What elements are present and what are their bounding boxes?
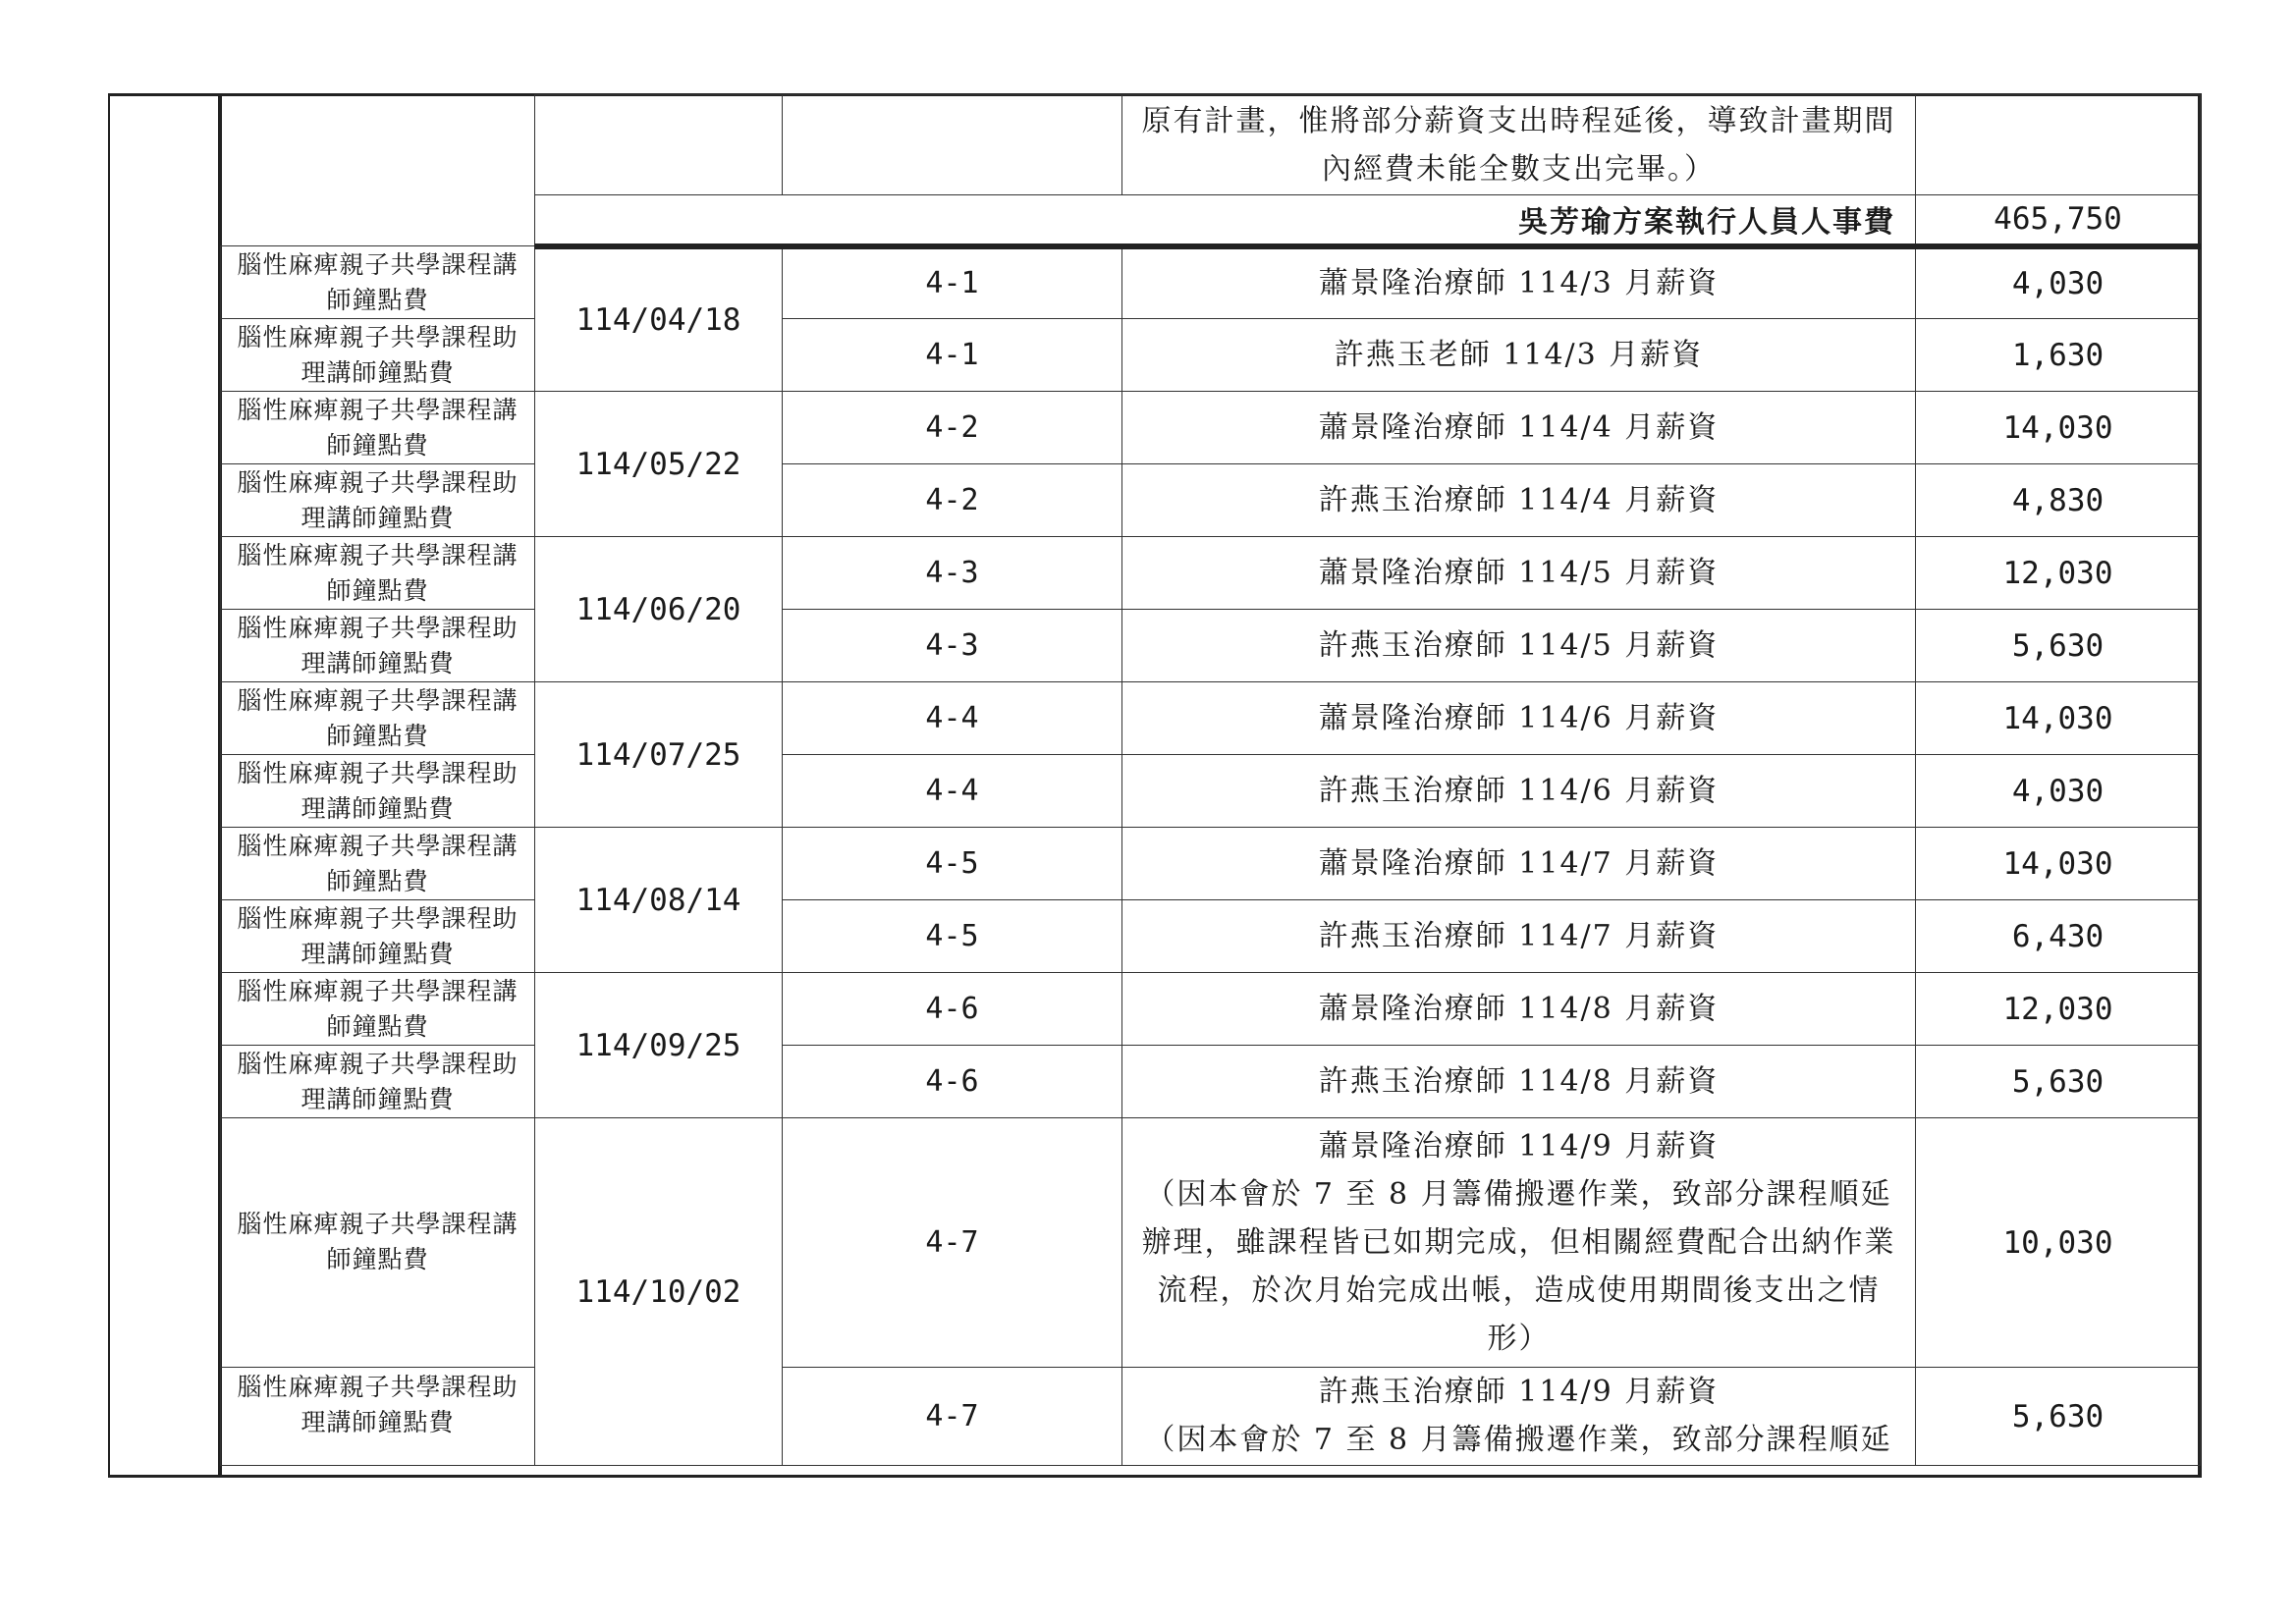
description-cell bbox=[1122, 537, 1916, 610]
item-name: 腦性麻痺親子共學課程助理講師鐘點費 bbox=[237, 613, 519, 677]
continuation-row bbox=[221, 95, 2201, 195]
item-name: 腦性麻痺親子共學課程助理講師鐘點費 bbox=[237, 758, 519, 823]
ledger-row bbox=[221, 1046, 2201, 1118]
item-cell bbox=[221, 1046, 535, 1118]
payment-date: 114/04/18 bbox=[535, 246, 783, 392]
amount-cell: 5,630 bbox=[1916, 610, 2201, 682]
amount-cell: 4,030 bbox=[1916, 246, 2201, 319]
voucher-number: 4-7 bbox=[783, 1118, 1122, 1368]
amount-cell: 14,030 bbox=[1916, 682, 2201, 755]
amount-cell: 14,030 bbox=[1916, 392, 2201, 464]
item-name: 腦性麻痺親子共學課程講師鐘點費 bbox=[237, 249, 519, 314]
blank-no-cell bbox=[783, 95, 1122, 195]
item-cell bbox=[221, 900, 535, 973]
description-cell bbox=[1122, 319, 1916, 392]
item-cell bbox=[221, 610, 535, 682]
item-name: 腦性麻痺親子共學課程講師鐘點費 bbox=[237, 831, 519, 895]
description-text: 許燕玉治療師 114/8 月薪資 bbox=[1318, 1064, 1720, 1099]
voucher-number: 4-3 bbox=[783, 537, 1122, 610]
continuation-note-cell bbox=[1122, 95, 1916, 195]
item-cell bbox=[221, 682, 535, 755]
ledger-row bbox=[221, 973, 2201, 1046]
blank-amount-cell bbox=[1916, 95, 2201, 195]
amount-cell: 6,430 bbox=[1916, 900, 2201, 973]
voucher-number: 4-5 bbox=[783, 828, 1122, 900]
description-text: 許燕玉治療師 114/9 月薪資 （因本會於 7 至 8 月籌備搬遷作業，致部分課程順延 bbox=[1145, 1375, 1892, 1457]
ledger-row bbox=[221, 464, 2201, 537]
expense-ledger-table bbox=[220, 94, 2201, 1466]
item-cell bbox=[221, 464, 535, 537]
amount-cell: 5,630 bbox=[1916, 1368, 2201, 1466]
description-cell bbox=[1122, 900, 1916, 973]
voucher-number: 4-4 bbox=[783, 682, 1122, 755]
voucher-number: 4-2 bbox=[783, 464, 1122, 537]
subtotal-amount: 465,750 bbox=[1916, 195, 2201, 246]
amount-cell: 14,030 bbox=[1916, 828, 2201, 900]
ledger-row bbox=[221, 1118, 2201, 1368]
amount-cell: 1,630 bbox=[1916, 319, 2201, 392]
description-cell bbox=[1122, 464, 1916, 537]
item-name: 腦性麻痺親子共學課程講師鐘點費 bbox=[237, 395, 519, 460]
ledger-row bbox=[221, 610, 2201, 682]
item-name: 腦性麻痺親子共學課程助理講師鐘點費 bbox=[237, 322, 519, 387]
description-text: 蕭景隆治療師 114/8 月薪資 bbox=[1318, 992, 1720, 1026]
item-name: 腦性麻痺親子共學課程助理講師鐘點費 bbox=[237, 1049, 519, 1113]
description-cell bbox=[1122, 682, 1916, 755]
ledger-row bbox=[221, 755, 2201, 828]
amount-cell: 10,030 bbox=[1916, 1118, 2201, 1368]
blank-date-cell bbox=[535, 95, 783, 195]
item-name: 腦性麻痺親子共學課程助理講師鐘點費 bbox=[237, 467, 519, 532]
description-text: 蕭景隆治療師 114/3 月薪資 bbox=[1318, 266, 1720, 301]
subtotal-label: 吳芳瑜方案執行人員人事費 bbox=[535, 195, 1916, 246]
description-cell bbox=[1122, 1368, 1916, 1466]
item-name: 腦性麻痺親子共學課程助理講師鐘點費 bbox=[237, 1373, 519, 1436]
voucher-number: 4-2 bbox=[783, 392, 1122, 464]
payment-date: 114/10/02 bbox=[535, 1118, 783, 1466]
item-cell bbox=[221, 246, 535, 319]
payment-date: 114/05/22 bbox=[535, 392, 783, 537]
description-cell bbox=[1122, 755, 1916, 828]
ledger-row bbox=[221, 682, 2201, 755]
description-text: 蕭景隆治療師 114/6 月薪資 bbox=[1318, 701, 1720, 735]
voucher-number: 4-1 bbox=[783, 319, 1122, 392]
description-cell bbox=[1122, 1046, 1916, 1118]
ledger-row bbox=[221, 319, 2201, 392]
item-name: 腦性麻痺親子共學課程講師鐘點費 bbox=[237, 685, 519, 750]
description-cell bbox=[1122, 973, 1916, 1046]
item-name: 腦性麻痺親子共學課程講師鐘點費 bbox=[237, 1210, 519, 1273]
amount-cell: 12,030 bbox=[1916, 973, 2201, 1046]
item-name: 腦性麻痺親子共學課程助理講師鐘點費 bbox=[237, 903, 519, 968]
description-cell bbox=[1122, 828, 1916, 900]
item-cell bbox=[221, 319, 535, 392]
description-cell bbox=[1122, 392, 1916, 464]
amount-cell: 4,030 bbox=[1916, 755, 2201, 828]
description-text: 許燕玉治療師 114/7 月薪資 bbox=[1318, 919, 1720, 953]
item-cell bbox=[221, 392, 535, 464]
voucher-number: 4-4 bbox=[783, 755, 1122, 828]
description-text: 許燕玉治療師 114/4 月薪資 bbox=[1318, 483, 1720, 517]
description-cell bbox=[1122, 1118, 1916, 1368]
item-name: 腦性麻痺親子共學課程講師鐘點費 bbox=[237, 540, 519, 605]
item-cell bbox=[221, 973, 535, 1046]
item-cell bbox=[221, 537, 535, 610]
description-cell bbox=[1122, 246, 1916, 319]
ledger-row bbox=[221, 900, 2201, 973]
voucher-number: 4-6 bbox=[783, 1046, 1122, 1118]
voucher-number: 4-7 bbox=[783, 1368, 1122, 1466]
amount-cell: 12,030 bbox=[1916, 537, 2201, 610]
item-cell bbox=[221, 755, 535, 828]
voucher-number: 4-5 bbox=[783, 900, 1122, 973]
description-text: 許燕玉老師 114/3 月薪資 bbox=[1334, 338, 1704, 372]
description-text: 蕭景隆治療師 114/9 月薪資 （因本會於 7 至 8 月籌備搬遷作業，致部分課程順延辦理，雖課程皆已如期完成，但相關經費配合出納作業流程，於次月始完成出帳，造成使用期間後支出之情形） bbox=[1141, 1129, 1896, 1356]
payment-date: 114/09/25 bbox=[535, 973, 783, 1118]
ledger-row bbox=[221, 392, 2201, 464]
payment-date: 114/07/25 bbox=[535, 682, 783, 828]
voucher-number: 4-1 bbox=[783, 246, 1122, 319]
description-text: 許燕玉治療師 114/5 月薪資 bbox=[1318, 628, 1720, 663]
payment-date: 114/06/20 bbox=[535, 537, 783, 682]
item-cell bbox=[221, 1368, 535, 1466]
ledger-row bbox=[221, 828, 2201, 900]
voucher-number: 4-6 bbox=[783, 973, 1122, 1046]
description-text: 蕭景隆治療師 114/5 月薪資 bbox=[1318, 556, 1720, 590]
item-cell bbox=[221, 828, 535, 900]
voucher-number: 4-3 bbox=[783, 610, 1122, 682]
ledger-row bbox=[221, 1368, 2201, 1466]
item-cell bbox=[221, 1118, 535, 1368]
amount-cell: 5,630 bbox=[1916, 1046, 2201, 1118]
description-text: 蕭景隆治療師 114/7 月薪資 bbox=[1318, 846, 1720, 881]
payment-date: 114/08/14 bbox=[535, 828, 783, 973]
description-text: 許燕玉治療師 114/6 月薪資 bbox=[1318, 774, 1720, 808]
continuation-note: 原有計畫，惟將部分薪資支出時程延後，導致計畫期間內經費未能全數支出完畢。） bbox=[1141, 103, 1896, 187]
description-text: 蕭景隆治療師 114/4 月薪資 bbox=[1318, 410, 1720, 445]
amount-cell: 4,830 bbox=[1916, 464, 2201, 537]
description-cell bbox=[1122, 610, 1916, 682]
ledger-row bbox=[221, 246, 2201, 319]
blank-item-cell bbox=[221, 95, 535, 246]
ledger-row bbox=[221, 537, 2201, 610]
item-name: 腦性麻痺親子共學課程講師鐘點費 bbox=[237, 976, 519, 1041]
